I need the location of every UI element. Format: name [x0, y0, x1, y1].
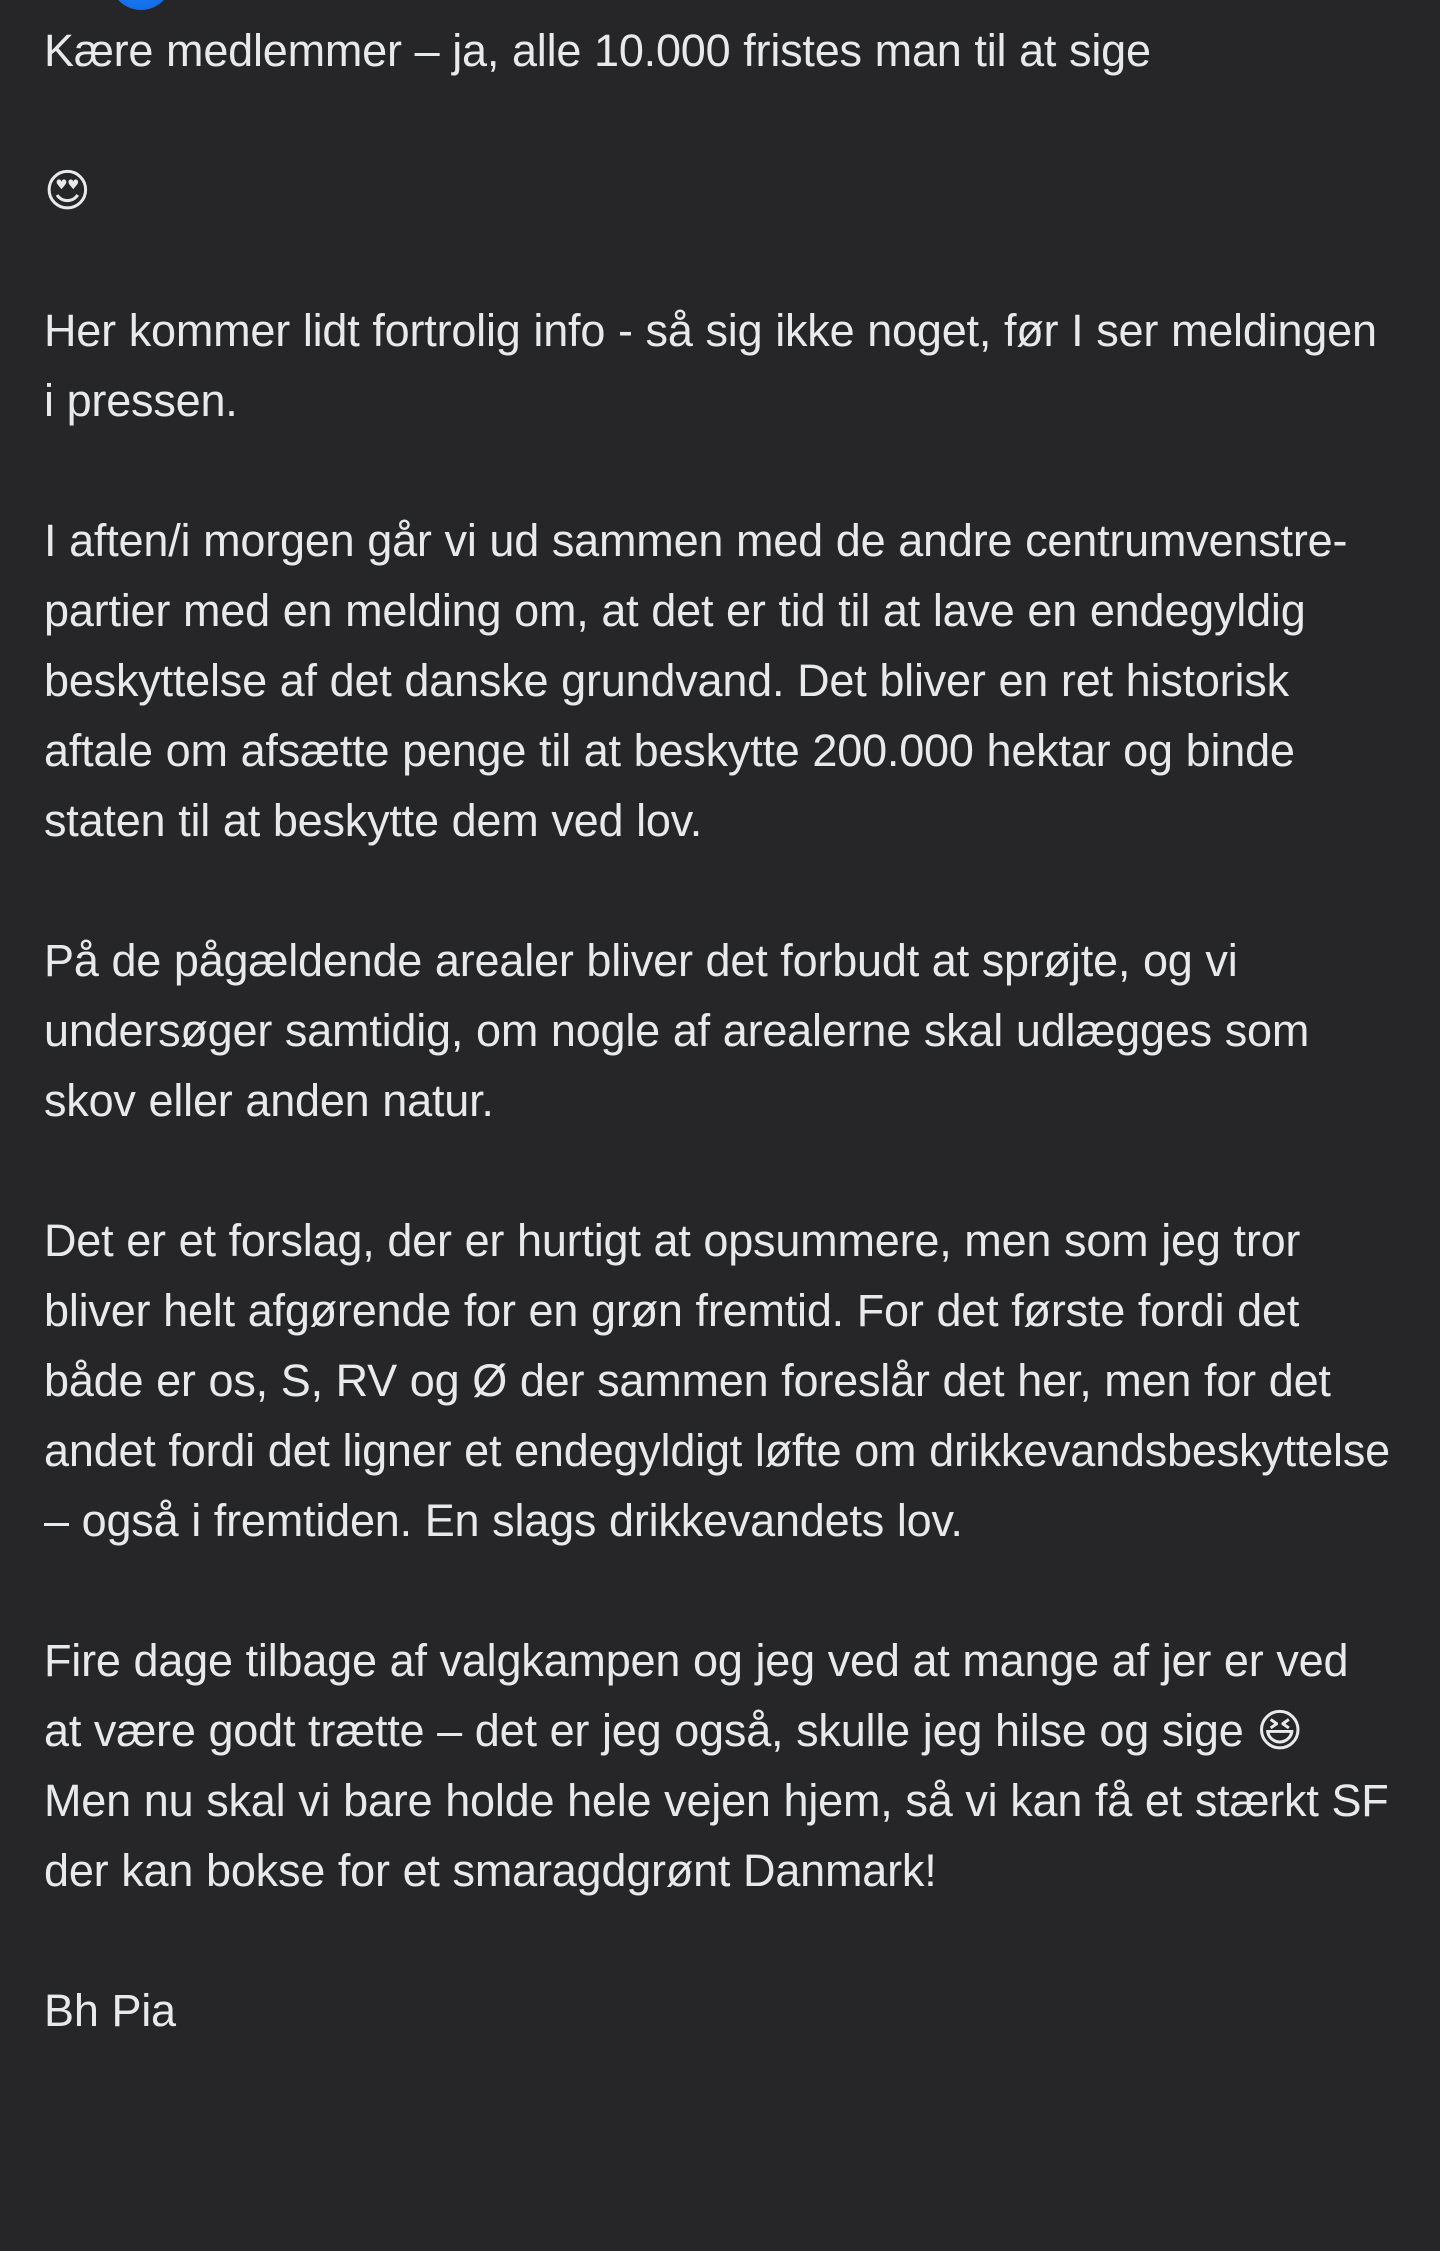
paragraph-signature [44, 1976, 1396, 2046]
signature-text: Bh Pia [44, 1985, 176, 2036]
paragraph-areas [44, 926, 1396, 1136]
proposal-text: Det er et forslag, der er hurtigt at opsummere, men som jeg tror bliver helt afgørende for en grøn fremtid. For det første fordi det både er os, S, RV og Ø der sammen foreslår det her, men for det andet fordi det ligner et endegyldigt løfte om drikkevandsbeskyttelse – også i fremtiden. En slags drikkevandets lov. [44, 1215, 1390, 1546]
heart-eyes-emoji-icon: 😍 [44, 164, 91, 217]
greeting-text: Kære medlemmer – ja, alle 10.000 fristes man til at sige [44, 25, 1151, 76]
paragraph-campaign [44, 1626, 1396, 1906]
paragraph-proposal [44, 1206, 1396, 1556]
paragraph-greeting [44, 16, 1396, 86]
campaign-text-before-emoji: Fire dage tilbage af valgkampen og jeg ved at mange af jer er ved at være godt trætte – det er jeg også, skulle jeg hilse og sige [44, 1635, 1349, 1756]
campaign-text-after-emoji: Men nu skal vi bare holde hele vejen hjem, så vi kan få et stærkt SF der kan bokse for et smaragdgrønt Danmark! [44, 1775, 1389, 1896]
paragraph-announcement [44, 506, 1396, 856]
paragraph-greeting-emoji [44, 156, 1396, 226]
areas-text: På de pågældende arealer bliver det forbudt at sprøjte, og vi undersøger samtidig, om nogle af arealerne skal udlægges som skov eller anden natur. [44, 935, 1310, 1126]
grinning-squinting-emoji-icon: 😆 [1256, 1704, 1304, 1757]
announcement-text: I aften/i morgen går vi ud sammen med de andre centrumvenstre-partier med en melding om, at det er tid til at lave en endegyldig beskyttelse af det danske grundvand. Det bliver en ret historisk aftale om afsætte penge til at beskytte 200.000 hektar og binde staten til at beskytte dem ved lov. [44, 515, 1348, 846]
confidential-note-text: Her kommer lidt fortrolig info - så sig ikke noget, før I ser meldingen i pressen. [44, 305, 1377, 426]
paragraph-confidential-note [44, 296, 1396, 436]
